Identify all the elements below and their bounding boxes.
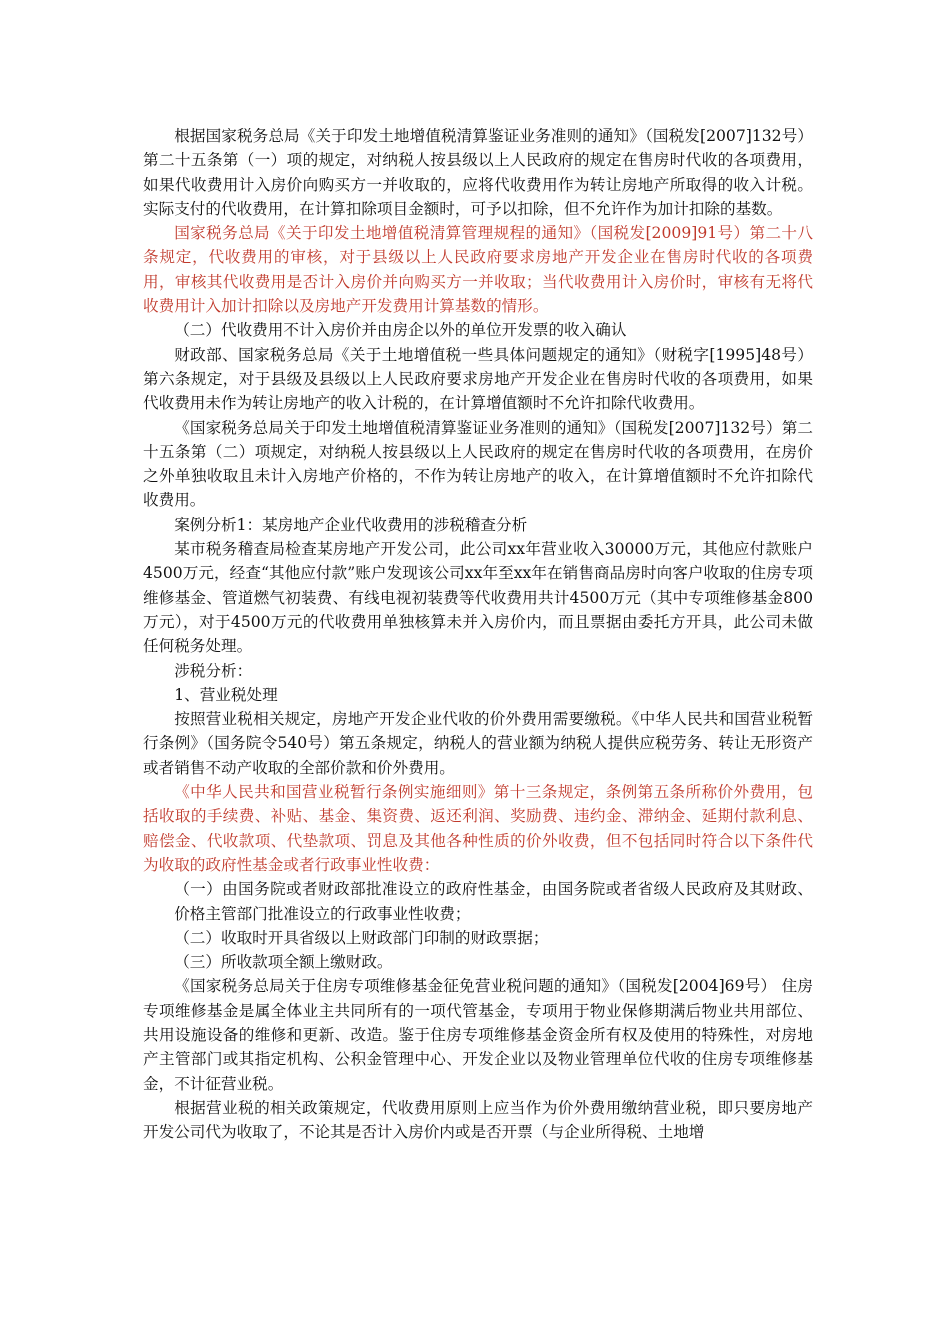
paragraph-11: 《中华人民共和国营业税暂行条例实施细则》第十三条规定，条例第五条所称价外费用，包括收取的手续费、补贴、基金、集资费、返还利润、奖励费、违约金、滞纳金、延期付款利息、赔偿金、代收款项、代垫款项、罚息及其他各种性质的价外收费，但不包括同时符合以下条件代为收取的政府性基金或者行政事业性收费： (143, 783, 813, 874)
paragraph-1: 根据国家税务总局《关于印发土地增值税清算鉴证业务准则的通知》（国税发[2007]132号）第二十五条第（一）项的规定，对纳税人按县级以上人民政府的规定在售房时代收的各项费用，如果代收费用计入房价向购买方一并收取的，应将代收费用作为转让房地产所取得的收入计税。实际支付的代收费用，在计算扣除项目金额时，可予以扣除，但不允许作为加计扣除的基数。 (143, 127, 813, 218)
paragraph-10: 按照营业税相关规定，房地产开发企业代收的价外费用需要缴税。《中华人民共和国营业税暂行条例》（国务院令540号）第五条规定，纳税人的营业额为纳税人提供应税劳务、转让无形资产或者销售不动产收取的全部价款和价外费用。 (143, 710, 813, 777)
paragraph-8: 涉税分析： (174, 661, 253, 680)
paragraph-4: 财政部、国家税务总局《关于土地增值税一些具体问题规定的通知》（财税字[1995]48号）第六条规定，对于县级及县级以上人民政府要求房地产开发企业在售房时代收的各项费用，如果代收费用未作为转让房地产的收入计税的，在计算增值额时不允许扣除代收费用。 (143, 345, 813, 413)
document-body (143, 124, 813, 1144)
paragraph-15: 《国家税务总局关于住房专项维修基金征免营业税问题的通知》（国税发[2004]69号） 住房专项维修基金是属全体业主共同所有的一项代管基金，专项用于物业保修期满后物业共用部位、共用设施设备的维修和更新、改造。鉴于住房专项维修基金资金所有权及使用的特殊性，对房地产主管部门或其指定机构、公积金管理中心、开发企业以及物业管理单位代收的住房专项维修基金，不计征营业税。 (143, 977, 813, 1093)
paragraph-3-heading: （二）代收费用不计入房价并由房企以外的单位开发票的收入确认 (174, 321, 627, 340)
paragraph-14: （三）所收款项全额上缴财政。 (174, 953, 393, 972)
paragraph-5: 《国家税务总局关于印发土地增值税清算鉴证业务准则的通知》（国税发[2007]132号）第二十五条第（二）项规定，对纳税人按县级以上人民政府的规定在售房时代收的各项费用，在房价之外单独收取且未计入房地产价格的，不作为转让房地产的收入，在计算增值额时不允许扣除代收费用。 (143, 418, 813, 510)
paragraph-2: 国家税务总局《关于印发土地增值税清算管理规程的通知》（国税发[2009]91号）第二十八条规定，代收费用的审核，对于县级以上人民政府要求房地产开发企业在售房时代收的各项费用，审核其代收费用是否计入房价并向购买方一并收取；当代收费用计入房价时，审核有无将代收费用计入加计扣除以及房地产开发费用计算基数的情形。 (143, 224, 813, 316)
paragraph-6-case-heading: 案例分析1：某房地产企业代收费用的涉税稽查分析 (174, 515, 528, 534)
paragraph-16: 根据营业税的相关政策规定，代收费用原则上应当作为价外费用缴纳营业税，即只要房地产开发公司代为收取了，不论其是否计入房价内或是否开票（与企业所得税、土地增 (143, 1098, 813, 1142)
paragraph-7: 某市税务稽查局检查某房地产开发公司，此公司xx年营业收入30000万元，其他应付款账户4500万元，经查“其他应付款”账户发现该公司xx年至xx年在销售商品房时向客户收取的住房专项维修基金、管道燃气初装费、有线电视初装费等代收费用共计4500万元（其中专项维修基金800万元），对于4500万元的代收费用单独核算未并入房价内，而且票据由委托方开具，此公司未做任何税务处理。 (143, 540, 813, 656)
paragraph-13: （二）收取时开具省级以上财政部门印制的财政票据； (174, 928, 549, 947)
paragraph-12: （一）由国务院或者财政部批准设立的政府性基金，由国务院或者省级人民政府及其财政、价格主管部门批准设立的行政事业性收费； (174, 880, 813, 923)
paragraph-9: 1、营业税处理 (174, 685, 278, 704)
